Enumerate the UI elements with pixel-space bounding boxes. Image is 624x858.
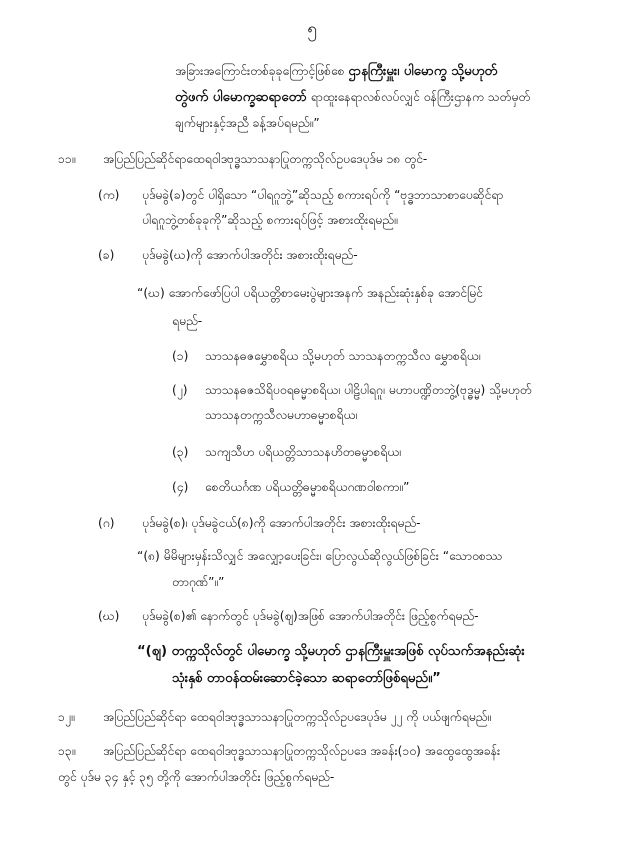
sub-item-3-label: (၃) (172, 445, 189, 459)
section-12-text: အပြည်ပြည်ဆိုင်ရာ ထေရဝါဒဗုဒ္ဓသာသနာပြုတက္ကသိုလ်ဥပဒေပုဒ်မ ၂၂ ကို ပယ်ဖျက်ရမည်။ (103, 710, 492, 724)
item-ka-line-2: ပါရဂူဘွဲ့တစ်ခုခုကို”ဆိုသည့် စကားရပ်ဖြင့် အစားထိုးရမည်။ (142, 213, 398, 227)
item-ka-label: (က) (98, 188, 120, 202)
quote-8-line-2: တာဂုဏ်”။” (172, 575, 225, 589)
sub-item-2-label: (၂) (172, 383, 188, 397)
sub-item-3-text: သကျသီဟ ပရိယတ္တိသာသနဟိတဓမ္မာစရိယ၊ (205, 445, 401, 459)
page-number: ၅ (307, 19, 317, 39)
sub-item-4-text: စေတိယင်္ဂဏ ပရိယတ္တိဓမ္မာစရိယဂဏဝါစကာ။” (205, 480, 410, 494)
section-13-number: ၁၃။ (58, 744, 76, 758)
section-11-text: အပြည်ပြည်ဆိုင်ရာထေရဝါဒဗုဒ္ဓသာသနာပြုတက္ကသိုလ်ဥပဒေပုဒ်မ ၁၈ တွင်- (103, 152, 428, 166)
quote-gha-line-1: “(ဃ) အောက်ဖော်ပြပါ ပရိယတ္တိစာမေးပွဲများအနက် အနည်းဆုံးနှစ်ခု အောင်မြင် (137, 286, 483, 300)
sub-item-1-label: (၁) (172, 349, 189, 363)
intro-line-1-normal: အခြားအကြောင်းတစ်ခုခုကြောင့်ဖြစ်စေ (175, 64, 349, 78)
item-gha-label: (ဃ) (98, 609, 120, 623)
item-gha-text: ပုဒ်မခွဲ(စ)၏ နောက်တွင် ပုဒ်မခွဲ(ဈ)အဖြစ် အောက်ပါအတိုင်း ဖြည့်စွက်ရမည်- (142, 609, 479, 623)
intro-line-2 (175, 88, 530, 107)
section-13-line-2: တွင် ပုဒ်မ ၃၄ နှင့် ၃၅ တို့ကို အောက်ပါအတိုင်း ဖြည့်စွက်ရမည်- (58, 770, 335, 784)
item-kha-label: (ခ) (98, 248, 115, 262)
section-13-line-1: အပြည်ပြည်ဆိုင်ရာ ထေရဝါဒဗုဒ္ဓသာသနာပြုတက္ကသိုလ်ဥပဒေ အခန်း(၁၀) အထွေထွေအခန်း (103, 744, 501, 758)
sub-item-1-text: သာသနဓဇမွှောစရိယ သို့မဟုတ် သာသနတက္ကသီလ မွှောစရိယ၊ (205, 349, 481, 363)
item-ka-line-1: ပုဒ်မခွဲ(ခ)တွင် ပါရှိသော “ပါရဂူဘွဲ့”ဆိုသည့် စကားရပ်ကို “ဗုဒ္ဓဘာသာစာပေဆိုင်ရာ (142, 188, 504, 202)
quote-jha-line-2: သုံးနှစ် တာဝန်ထမ်းဆောင်ခဲ့သော ဆရာတော်ဖြစ်ရမည်။” (172, 671, 441, 686)
quote-8-line-1: “(၈) မိမိများမှန်းသိလျှင် အလျှော့ပေးခြင်း၊ ပြောလွယ်ဆိုလွယ်ဖြစ်ခြင်း “သောဝစဿ (137, 549, 503, 563)
intro-line-2-normal: ရာထူးနေရာလစ်လပ်လျှင် ဝန်ကြီးဌာနက သတ်မှတ် (306, 90, 531, 104)
section-12-number: ၁၂။ (58, 710, 75, 724)
intro-line-1-bold: ဌာနကြီးမှူး၊ ပါမောက္ခ သို့မဟုတ် (348, 64, 498, 79)
section-11-number: ၁၁။ (58, 152, 76, 166)
item-kha-text: ပုဒ်မခွဲ(ဃ)ကို အောက်ပါအတိုင်း အစားထိုးရမည်- (142, 248, 358, 262)
sub-item-4-label: (၄) (172, 480, 189, 494)
sub-item-2-line-2: သာသနတက္ကသီလမဟာဓမ္မာစရိယ၊ (205, 408, 358, 422)
quote-jha-line-1: “(ဈ) တက္ကသိုလ်တွင် ပါမောက္ခ သို့မဟုတ် ဌာနကြီးမှူးအဖြစ် လုပ်သက်အနည်းဆုံး (137, 644, 525, 659)
quote-gha-line-2: ရမည်- (172, 314, 203, 328)
intro-line-2-bold: တွဲဖက် ပါမောက္ခဆရာတော် (175, 90, 307, 105)
item-ga-text: ပုဒ်မခွဲ(စ)၊ ပုဒ်မခွဲငယ်(၈)ကို အောက်ပါအတိုင်း အစားထိုးရမည်- (142, 516, 421, 530)
intro-line-3: ချက်များနှင့်အညီ ခန့်အပ်ရမည်။” (175, 116, 320, 130)
item-ga-label: (ဂ) (98, 516, 115, 530)
sub-item-2-line-1: သာသနဓဇသိရိပဝရဓမ္မာစရိယ၊ ပါဠိပါရဂူ၊ မဟာပဏ္ဍိတဘွဲ့(ဗုဒ္ဓမ္မ) သို့မဟုတ် (205, 383, 532, 397)
intro-line-1 (175, 62, 497, 81)
